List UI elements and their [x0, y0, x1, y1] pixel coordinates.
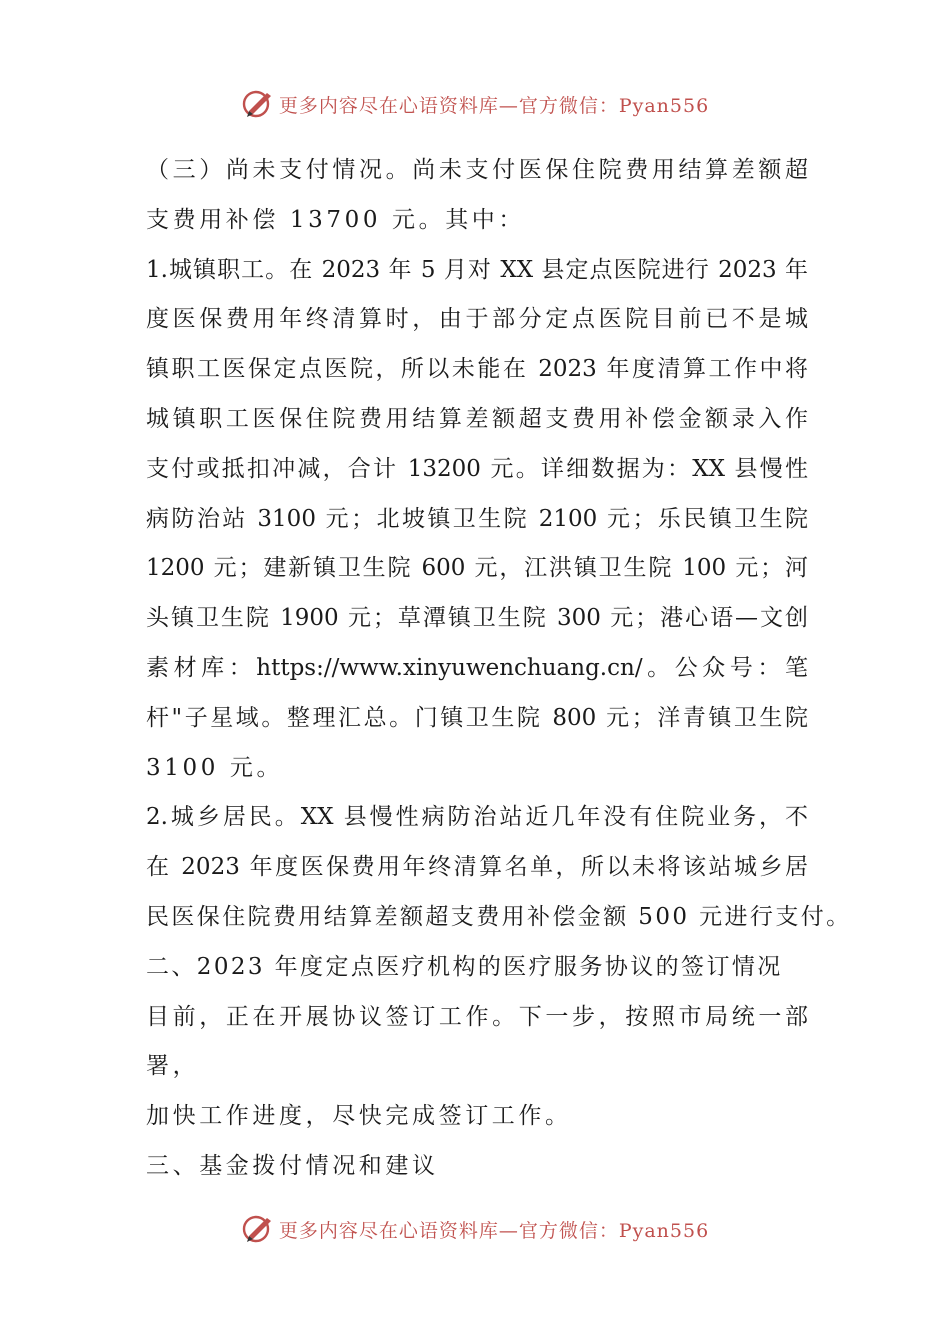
text-line: 支付或抵扣冲减，合计 13200 元。详细数据为：XX 县慢性 — [146, 455, 808, 482]
text-line: 镇职工医保定点医院，所以未能在 2023 年度清算工作中将 — [146, 356, 808, 383]
text-line: 病防治站 3100 元；北坡镇卫生院 2100 元；乐民镇卫生院 — [146, 505, 808, 532]
text-line: 头镇卫生院 1900 元；草潭镇卫生院 300 元；港心语—文创 — [146, 605, 808, 632]
text-line: 目前，正在开展协议签订工作。下一步，按照市局统一部 — [146, 1003, 808, 1030]
text-line: 度医保费用年终清算时，由于部分定点医院目前已不是城 — [146, 306, 808, 333]
text-line: 支费用补偿 13700 元。其中： — [146, 206, 525, 233]
text-line: 民医保住院费用结算差额超支费用补偿金额 500 元进行支付。 — [146, 903, 852, 930]
pen-logo-icon — [241, 87, 275, 121]
header-banner — [0, 84, 950, 124]
document-body — [146, 146, 852, 1192]
text-line: 3100 元。 — [146, 754, 284, 781]
text-line: 三、基金拨付情况和建议 — [146, 1152, 439, 1179]
text-line: 杆"子星域。整理汇总。门镇卫生院 800 元；洋青镇卫生院 — [146, 704, 808, 731]
text-line: 城镇职工医保住院费用结算差额超支费用补偿金额录入作 — [146, 405, 808, 432]
text-line: 在 2023 年度医保费用年终清算名单，所以未将该站城乡居 — [146, 854, 808, 881]
text-line: 加快工作进度，尽快完成签订工作。 — [146, 1103, 572, 1130]
text-line: 署， — [146, 1053, 200, 1080]
text-line: 1200 元；建新镇卫生院 600 元，江洪镇卫生院 100 元；河 — [146, 555, 808, 582]
text-line: 2.城乡居民。XX 县慢性病防治站近几年没有住院业务，不 — [146, 804, 808, 831]
text-line: 素材库：https://www.xinyuwenchuang.cn/。公众号：笔 — [146, 654, 808, 681]
pen-logo-icon — [241, 1212, 275, 1246]
text-line: （三）尚未支付情况。尚未支付医保住院费用结算差额超 — [146, 157, 808, 183]
banner-text: 更多内容尽在心语资料库—官方微信：Pyan556 — [278, 94, 710, 117]
footer-banner — [0, 1209, 950, 1249]
text-line: 1.城镇职工。在 2023 年 5 月对 XX 县定点医院进行 2023 年 — [146, 256, 808, 283]
banner-text: 更多内容尽在心语资料库—官方微信：Pyan556 — [278, 1219, 710, 1242]
text-line: 二、2023 年度定点医疗机构的医疗服务协议的签订情况 — [146, 953, 783, 980]
